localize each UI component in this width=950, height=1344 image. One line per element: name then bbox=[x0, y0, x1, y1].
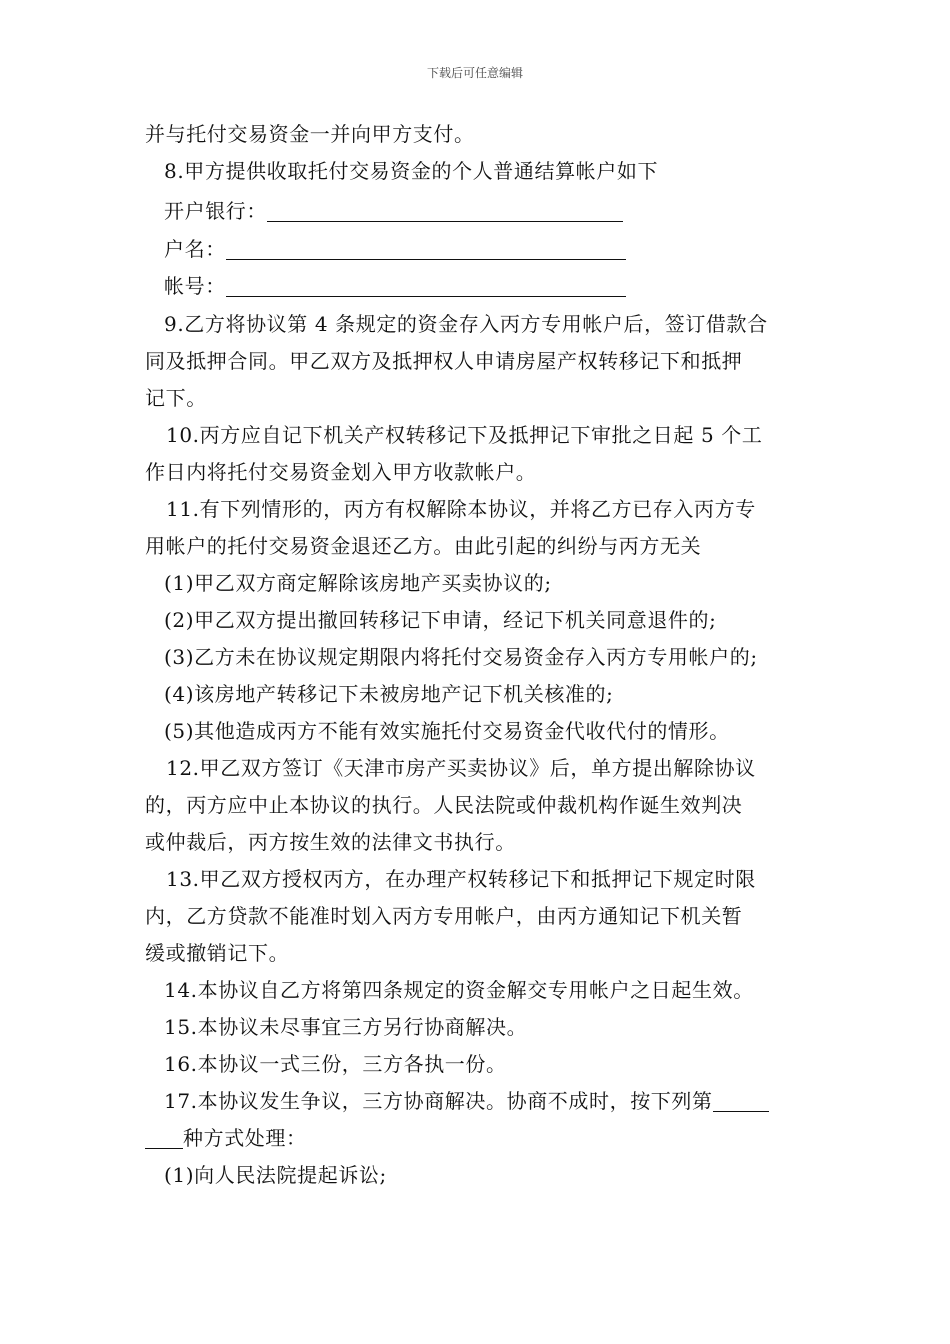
text-line: 用帐户的托付交易资金退还乙方。由此引起的纠纷与丙方无关 bbox=[145, 534, 702, 558]
clause-17 bbox=[164, 1087, 769, 1115]
list-item: (1)甲乙双方商定解除该房地产买卖协议的; bbox=[164, 571, 552, 595]
clause-14: 14.本协议自乙方将第四条规定的资金解交专用帐户之日起生效。 bbox=[164, 978, 754, 1002]
list-item: (4)该房地产转移记下未被房地产记下机关核准的; bbox=[164, 682, 614, 706]
clause-11: 11.有下列情形的，丙方有权解除本协议，并将乙方已存入丙方专 bbox=[166, 497, 756, 521]
list-item: (2)甲乙双方提出撤回转移记下申请，经记下机关同意退件的; bbox=[164, 608, 717, 632]
account-name-blank[interactable] bbox=[226, 237, 626, 260]
text-line: 作日内将托付交易资金划入甲方收款帐户。 bbox=[145, 460, 537, 484]
clause-16: 16.本协议一式三份，三方各执一份。 bbox=[164, 1052, 507, 1076]
bank-field-row bbox=[164, 197, 623, 225]
clause-9: 9.乙方将协议第 4 条规定的资金存入丙方专用帐户后，签订借款合 bbox=[164, 312, 768, 336]
clause-17-cont-text: 种方式处理： bbox=[183, 1126, 307, 1150]
text-line: 缓或撤销记下。 bbox=[145, 941, 290, 965]
account-number-blank[interactable] bbox=[226, 274, 626, 297]
clause-17-text: 17.本协议发生争议，三方协商解决。协商不成时，按下列第 bbox=[164, 1089, 713, 1113]
text-line: 的，丙方应中止本协议的执行。人民法院或仲裁机构作诞生效判决 bbox=[145, 793, 743, 817]
dispute-option-blank[interactable] bbox=[713, 1089, 769, 1112]
list-item: (1)向人民法院提起诉讼; bbox=[164, 1163, 387, 1187]
text-line: 或仲裁后，丙方按生效的法律文书执行。 bbox=[145, 830, 516, 854]
clause-17-cont bbox=[145, 1124, 307, 1152]
bank-blank[interactable] bbox=[267, 199, 623, 222]
list-item: (3)乙方未在协议规定期限内将托付交易资金存入丙方专用帐户的; bbox=[164, 645, 758, 669]
clause-15: 15.本协议未尽事宜三方另行协商解决。 bbox=[164, 1015, 528, 1039]
account-name-label: 户名： bbox=[164, 237, 226, 261]
list-item: (5)其他造成丙方不能有效实施托付交易资金代收代付的情形。 bbox=[164, 719, 730, 743]
clause-12: 12.甲乙双方签订《天津市房产买卖协议》后，单方提出解除协议 bbox=[166, 756, 756, 780]
clause-10: 10.丙方应自记下机关产权转移记下及抵押记下审批之日起 5 个工 bbox=[166, 423, 763, 447]
page-header: 下载后可任意编辑 bbox=[426, 66, 523, 80]
account-name-row bbox=[164, 235, 626, 263]
text-line: 内，乙方贷款不能准时划入丙方专用帐户，由丙方通知记下机关暂 bbox=[145, 904, 743, 928]
bank-label: 开户银行： bbox=[164, 199, 267, 223]
text-line: 记下。 bbox=[145, 386, 207, 410]
clause-8: 8.甲方提供收取托付交易资金的个人普通结算帐户如下 bbox=[164, 159, 659, 183]
dispute-option-blank-cont[interactable] bbox=[145, 1126, 183, 1149]
account-number-row bbox=[164, 272, 626, 300]
clause-13: 13.甲乙双方授权丙方，在办理产权转移记下和抵押记下规定时限 bbox=[166, 867, 756, 891]
text-line: 同及抵押合同。甲乙双方及抵押权人申请房屋产权转移记下和抵押 bbox=[145, 349, 743, 373]
text-line: 并与托付交易资金一并向甲方支付。 bbox=[145, 122, 475, 146]
account-number-label: 帐号： bbox=[164, 274, 226, 298]
